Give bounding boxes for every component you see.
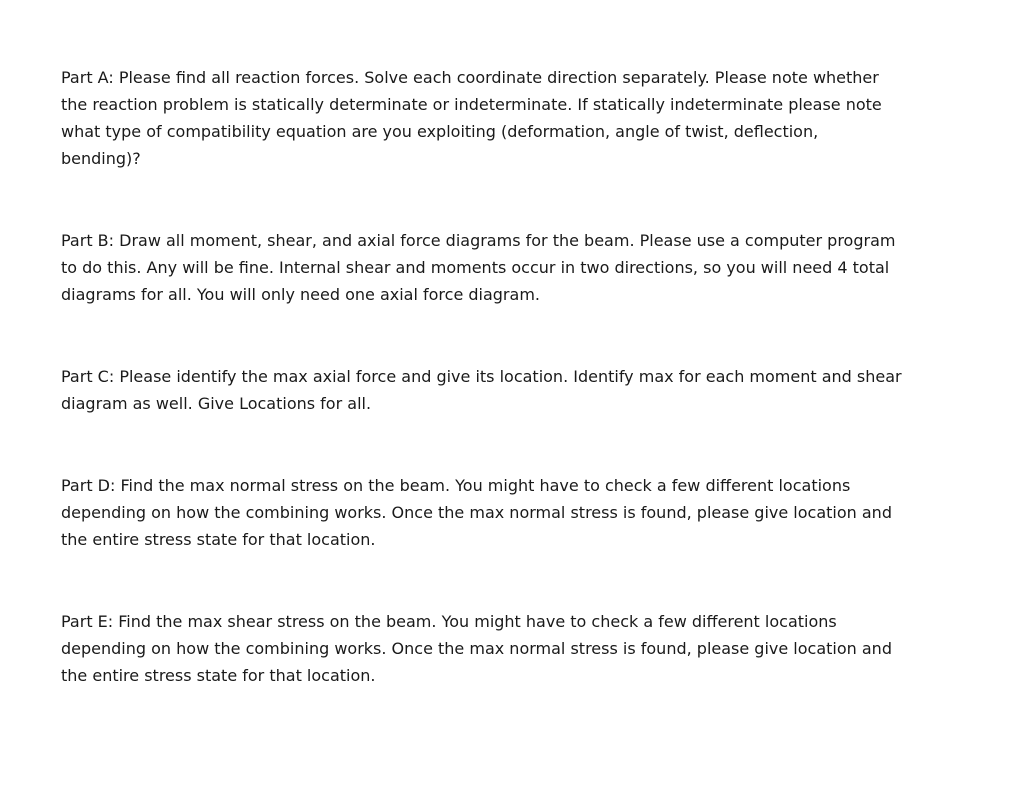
text-line: what type of compatibility equation are you exploiting (deformation, angle of twist, deflection, — [61, 122, 819, 141]
text-line: to do this. Any will be fine. Internal shear and moments occur in two directions, so you will need 4 total — [61, 258, 890, 277]
text-line: the reaction problem is statically determinate or indeterminate. If statically indeterminate please note — [61, 95, 882, 114]
text-line: depending on how the combining works. Once the max normal stress is found, please give location and — [61, 503, 892, 522]
text-line: depending on how the combining works. Once the max normal stress is found, please give location and — [61, 639, 892, 658]
part-d-paragraph — [61, 472, 931, 553]
text-line: diagrams for all. You will only need one axial force diagram. — [61, 285, 540, 304]
text-line: Part B: Draw all moment, shear, and axial force diagrams for the beam. Please use a computer program — [61, 231, 896, 250]
part-b-paragraph — [61, 227, 931, 308]
text-line: bending)? — [61, 149, 141, 168]
text-line: Part D: Find the max normal stress on the beam. You might have to check a few different locations — [61, 476, 851, 495]
part-a-paragraph — [61, 64, 931, 172]
text-line: diagram as well. Give Locations for all. — [61, 394, 372, 413]
text-line: the entire stress state for that location. — [61, 666, 376, 685]
text-line: Part E: Find the max shear stress on the beam. You might have to check a few different locations — [61, 612, 837, 631]
text-line: Part C: Please identify the max axial force and give its location. Identify max for each moment and shear — [61, 367, 902, 386]
part-c-paragraph — [61, 363, 931, 417]
text-line: the entire stress state for that location. — [61, 530, 376, 549]
part-e-paragraph — [61, 608, 931, 689]
text-line: Part A: Please find all reaction forces. Solve each coordinate direction separately. Please note whether — [61, 68, 879, 87]
